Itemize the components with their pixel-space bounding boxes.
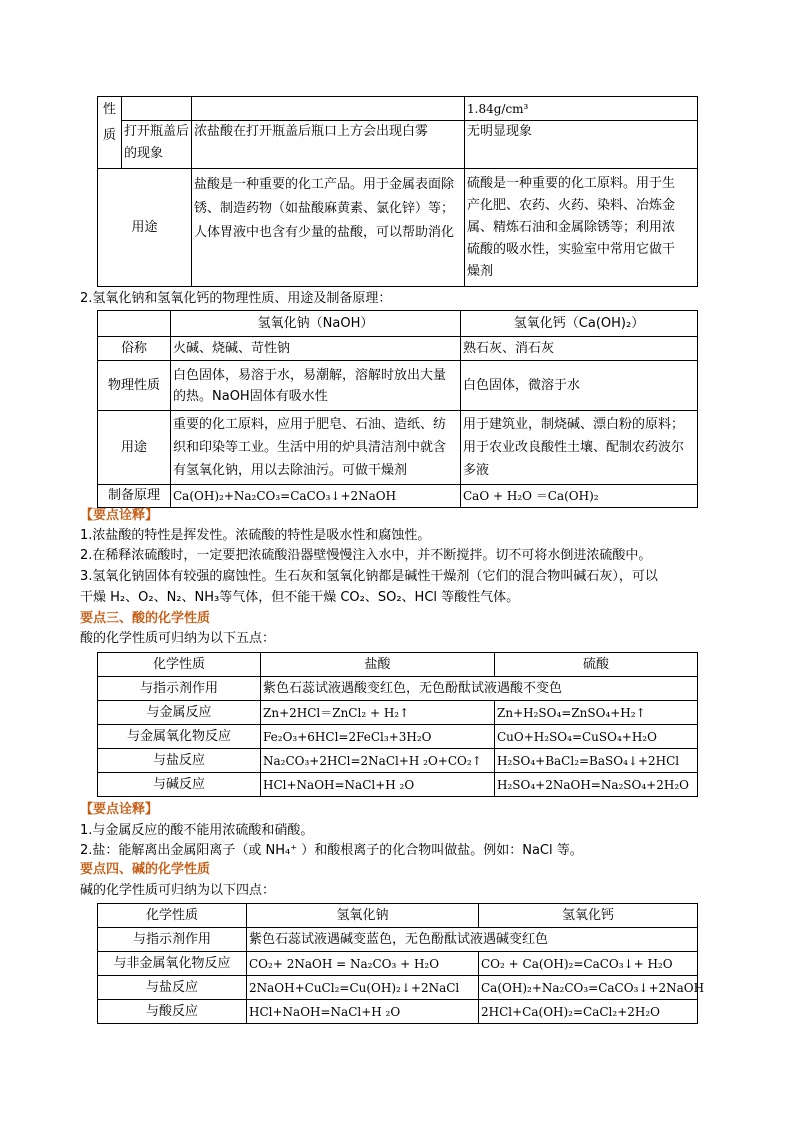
note-line: 1.浓盐酸的特性是挥发性。浓硫酸的特性是吸水性和腐蚀性。 (80, 528, 431, 543)
hcl-equation: Zn+2HCl＝ZnCl₂ + H₂↑ (261, 701, 495, 725)
hcl-open-cap: 浓盐酸在打开瓶盖后瓶口上方会出现白雾 (192, 121, 465, 169)
row-label: 物理性质 (98, 361, 171, 411)
h2so4-equation: H₂SO₄+BaCl₂=BaSO₄↓+2HCl (495, 749, 698, 773)
h2so4-uses-line: 属、精炼石油和金属除锈等；利用浓 (467, 220, 676, 235)
note-line: 干燥 H₂、O₂、N₂、NH₃等气体，但不能干燥 CO₂、SO₂、HCl 等酸性气体。 (80, 590, 520, 605)
naoh-physical-line: 白色固体，易溶于水，易潮解，溶解时放出大量 (173, 367, 447, 383)
naoh-preparation: Ca(OH)₂+Na₂CO₃=CaCO₃↓+2NaOH (171, 485, 461, 508)
header-hcl: 盐酸 (261, 653, 495, 677)
caoh2-uses-line: 用于建筑业，制烧碱、漂白粉的原料； (463, 417, 685, 432)
header-h2so4: 硫酸 (495, 653, 698, 677)
h2so4-uses-line: 硫酸是一种重要的化工原料。用于生 (467, 176, 676, 191)
cell-empty (122, 97, 192, 121)
row-label: 与盐反应 (98, 976, 247, 1000)
row-label: 与指示剂作用 (98, 677, 261, 701)
acid-properties-table (97, 96, 698, 287)
h2so4-open-cap: 无明显现象 (465, 121, 698, 169)
note-line: 3.氢氧化钠固体有较强的腐蚀性。生石灰和氢氧化钠都是碱性干燥剂（它们的混合物叫碱石灰），可以 (80, 569, 658, 584)
section-heading: 要点四、碱的化学性质 (80, 862, 211, 877)
uses-label: 用途 (98, 169, 192, 287)
notes-heading: 【要点诠释】 (80, 802, 159, 817)
hcl-uses-line: 人体胃液中也含有少量的盐酸，可以帮助消化 (194, 225, 455, 240)
note-line: 1.与金属反应的酸不能用浓硫酸和硝酸。 (80, 823, 314, 838)
notes-heading: 【要点诠释】 (80, 508, 159, 523)
note-line: 2.盐：能解离出金属阳离子（或 NH₄⁺ ）和酸根离子的化合物叫做盐。例如：NaCl 等。 (80, 843, 583, 858)
naoh-uses-line: 织和印染等工业。生活中用的炉具清洁剂中就含 (173, 440, 447, 455)
row-label: 与金属反应 (98, 701, 261, 725)
caoh2-equation: 2HCl+Ca(OH)₂=CaCl₂+2H₂O (479, 1000, 698, 1024)
h2so4-equation: CuO+H₂SO₄=CuSO₄+H₂O (495, 725, 698, 749)
caoh2-uses-line: 多液 (463, 463, 490, 478)
indicator-reaction: 紫色石蕊试液遇酸变红色，无色酚酞试液遇酸不变色 (261, 677, 698, 701)
section-heading: 要点三、酸的化学性质 (80, 611, 211, 626)
row-label: 与非金属氧化物反应 (98, 952, 247, 976)
hcl-equation: Na₂CO₃+2HCl=2NaCl+H ₂O+CO₂↑ (261, 749, 495, 773)
caoh2-common-names: 熟石灰、消石灰 (461, 337, 698, 361)
naoh-uses-line: 有氢氧化钠，用以去除油污。可做干燥剂 (173, 463, 408, 478)
caoh2-uses-line: 用于农业改良酸性土壤、配制农药波尔 (463, 440, 685, 455)
hcl-uses-line: 锈、制造药物（如盐酸麻黄素、氯化锌）等； (194, 201, 455, 216)
open-cap-label: 打开瓶盖后的现象 (122, 121, 192, 169)
row-label: 与指示剂作用 (98, 928, 247, 952)
naoh-equation: HCl+NaOH=NaCl+H ₂O (247, 1000, 479, 1024)
header-naoh: 氢氧化钠（NaOH） (171, 311, 461, 337)
naoh-uses-line: 重要的化工原料，应用于肥皂、石油、造纸、纺 (173, 417, 447, 432)
acid-chemistry-table (97, 652, 698, 797)
caoh2-physical: 白色固体，微溶于水 (461, 361, 698, 411)
row-label: 俗称 (98, 337, 171, 361)
h2so4-uses-line: 硫酸的吸水性，实验室中常用它做干 (467, 242, 676, 257)
header-property: 化学性质 (98, 653, 261, 677)
property-label-2: 质 (102, 128, 116, 143)
caoh2-equation: CO₂ + Ca(OH)₂=CaCO₃↓+ H₂O (479, 952, 698, 976)
header-empty (98, 311, 171, 337)
h2so4-uses-line: 燥剂 (467, 264, 494, 279)
base-properties-table (97, 310, 698, 508)
h2so4-equation: Zn+H₂SO₄=ZnSO₄+H₂↑ (495, 701, 698, 725)
row-label: 与酸反应 (98, 1000, 247, 1024)
property-label-1: 性 (102, 102, 116, 117)
base-chemistry-table (97, 903, 705, 1024)
header-naoh: 氢氧化钠 (247, 904, 479, 928)
header-caoh2: 氢氧化钙 (479, 904, 698, 928)
indicator-reaction: 紫色石蕊试液遇碱变蓝色，无色酚酞试液遇碱变红色 (247, 928, 698, 952)
row-label: 与盐反应 (98, 749, 261, 773)
naoh-equation: 2NaOH+CuCl₂=Cu(OH)₂↓+2NaCl (247, 976, 479, 1000)
hcl-equation: HCl+NaOH=NaCl+H ₂O (261, 773, 495, 797)
header-caoh2: 氢氧化钙（Ca(OH)₂） (461, 311, 698, 337)
h2so4-equation: H₂SO₄+2NaOH=Na₂SO₄+2H₂O (495, 773, 698, 797)
property-label (98, 97, 122, 169)
naoh-equation: CO₂+ 2NaOH = Na₂CO₃ + H₂O (247, 952, 479, 976)
row-label: 制备原理 (98, 485, 171, 508)
cell-empty (192, 97, 465, 121)
section-intro: 碱的化学性质可归纳为以下四点： (80, 883, 276, 898)
row-label: 与碱反应 (98, 773, 261, 797)
header-property: 化学性质 (98, 904, 247, 928)
caoh2-preparation: CaO + H₂O ＝Ca(OH)₂ (461, 485, 698, 508)
caoh2-equation: Ca(OH)₂+Na₂CO₃=CaCO₃↓+2NaOH (479, 976, 698, 1000)
naoh-caoh2-title: 2.氢氧化钠和氢氧化钙的物理性质、用途及制备原理： (80, 291, 392, 306)
row-label: 与金属氧化物反应 (98, 725, 261, 749)
h2so4-uses-line: 产化肥、农药、火药、染料、冶炼金 (467, 198, 676, 213)
hcl-equation: Fe₂O₃+6HCl=2FeCl₃+3H₂O (261, 725, 495, 749)
hcl-uses-line: 盐酸是一种重要的化工产品。用于金属表面除 (194, 177, 455, 192)
naoh-common-names: 火碱、烧碱、苛性钠 (171, 337, 461, 361)
naoh-physical-line: 的热。NaOH固体有吸水性 (173, 388, 328, 404)
note-line: 2.在稀释浓硫酸时，一定要把浓硫酸沿器壁慢慢注入水中，并不断搅拌。切不可将水倒进浓硫酸中。 (80, 548, 652, 563)
section-intro: 酸的化学性质可归纳为以下五点： (80, 631, 276, 646)
density-value: 1.84g/cm³ (465, 97, 698, 121)
row-label: 用途 (98, 411, 171, 485)
